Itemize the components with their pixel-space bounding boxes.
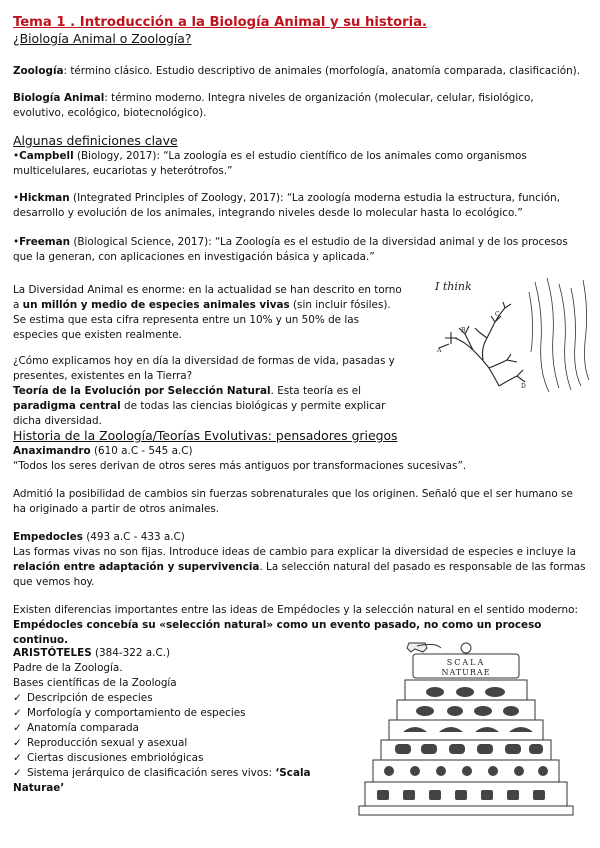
zoologia-text: : término clásico. Estudio descriptivo de animales (morfología, anatomía comparada, clasificación).: [63, 65, 581, 77]
aristoteles-dates: (384-322 a.C.): [91, 647, 171, 659]
scala-naturae-term: ‘Scala Naturae’: [13, 767, 311, 794]
campbell-definition: [13, 149, 588, 179]
empedocles-text-2: . La selección natural del pasado es responsable de las formas que vemos hoy.: [13, 561, 586, 588]
empedocles-header: [13, 530, 588, 545]
svg-text:B: B: [461, 327, 466, 334]
evolution-text-2: de todas las ciencias biológicas y permite explicar dicha diversidad.: [13, 400, 386, 427]
list-item-label: Reproducción sexual y asexual: [27, 737, 188, 749]
hickman-definition: [13, 191, 588, 221]
anaximandro-quote: “Todos los seres derivan de otros seres más antiguos por transformaciones sucesivas”.: [13, 460, 467, 472]
list-item-label: Sistema jerárquico de clasificación seres vivos:: [27, 767, 276, 779]
check-icon: ✓: [13, 752, 22, 764]
definitions-heading: Algunas definiciones clave: [13, 133, 178, 148]
list-item-label: Anatomía comparada: [27, 722, 139, 734]
difference-bold: Empédocles concebía su «selección natural» como un evento pasado, no como un proceso continuo.: [13, 619, 542, 646]
evolution-theory: Teoría de la Evolución por Selección Natural: [13, 385, 271, 397]
zoologia-term: Zoología: [13, 65, 64, 77]
diversity-text-2: (sin incluir fósiles). Se estima que esta cifra representa entre un 10% y un 50% de las especies que existen realmente.: [13, 299, 391, 341]
sketch-label: I think: [435, 280, 472, 293]
empedocles-name: Empedocles: [13, 531, 83, 543]
biologia-text: : término moderno. Integra niveles de organización (molecular, celular, fisiológico, evolutivo, ecológico, biotecnológico).: [13, 92, 534, 119]
empedocles-text-1: Las formas vivas no son fijas. Introduce ideas de cambio para explicar la diversidad de especies e incluye la: [13, 546, 577, 558]
check-icon: ✓: [13, 722, 22, 734]
scala-line-1: SCALA: [446, 658, 486, 667]
evolution-text-1: . Esta teoría es el: [270, 385, 361, 397]
empedocles-bold: relación entre adaptación y supervivencia: [13, 561, 260, 573]
anaximandro-paragraph: Admitió la posibilidad de cambios sin fuerzas sobrenaturales que los originen. Señaló que el ser humano se ha originado a partir de otros animales.: [13, 488, 573, 515]
empedocles-paragraph: [13, 545, 588, 590]
check-icon: ✓: [13, 737, 22, 749]
aristoteles-name: ARISTÓTELES: [13, 647, 92, 659]
check-icon: ✓: [13, 767, 22, 779]
scala-line-2: NATURAE: [441, 668, 491, 677]
check-icon: ✓: [13, 707, 22, 719]
svg-text:C: C: [495, 311, 500, 318]
difference-text: Existen diferencias importantes entre las ideas de Empédocles y la selección natural en el sentido moderno:: [13, 604, 578, 616]
zoologia-paragraph: [13, 64, 588, 79]
aristoteles-list: [13, 691, 343, 796]
anaximandro-dates: (610 a.C - 545 a.C): [90, 445, 193, 457]
aristoteles-line-1: Padre de la Zoología.: [13, 662, 123, 674]
list-item-label: Descripción de especies: [27, 692, 153, 704]
anaximandro-header: [13, 444, 588, 459]
darwin-tree-sketch: [425, 272, 595, 402]
bullet: •: [13, 192, 20, 204]
diversity-text-1: La Diversidad Animal es enorme: en la actualidad se han descrito en torno a: [13, 284, 402, 311]
anaximandro-name: Anaximandro: [13, 445, 91, 457]
diversity-paragraph: [13, 283, 405, 343]
list-item: [13, 706, 343, 721]
evolution-paragraph: [13, 354, 413, 429]
campbell-name: Campbell: [19, 150, 74, 162]
list-item: [13, 751, 343, 766]
freeman-definition: [13, 235, 588, 265]
biologia-paragraph: [13, 91, 588, 121]
hickman-text: (Integrated Principles of Zoology, 2017): “La zoología moderna estudia la estructura, función, desarrollo y evolución de los animales, integrando niveles desde lo molecular hasta lo ecológico.”: [13, 192, 560, 219]
list-item: [13, 721, 343, 736]
list-item-label: Morfología y comportamiento de especies: [27, 707, 246, 719]
svg-text:D: D: [521, 383, 526, 390]
aristoteles-section: [13, 646, 343, 796]
scala-naturae-illustration: [355, 640, 585, 818]
campbell-text: (Biology, 2017): “La zoología es el estudio científico de los animales como organismos multicelulares, eucariotas y heterótrofos.”: [13, 150, 527, 177]
freeman-name: Freeman: [19, 236, 71, 248]
page-title: Tema 1 . Introducción a la Biología Animal y su historia.: [13, 15, 428, 30]
bullet: •: [13, 150, 20, 162]
list-item: [13, 736, 343, 751]
bullet: •: [13, 236, 20, 248]
hickman-name: Hickman: [19, 192, 70, 204]
list-item-label: Ciertas discusiones embriológicas: [27, 752, 204, 764]
empedocles-dates: (493 a.C - 433 a.C): [82, 531, 185, 543]
evolution-question: ¿Cómo explicamos hoy en día la diversidad de formas de vida, pasadas y presentes, existentes en la Tierra?: [13, 355, 395, 382]
list-item: [13, 766, 343, 796]
biologia-term: Biología Animal: [13, 92, 105, 104]
aristoteles-line-2: Bases científicas de la Zoología: [13, 677, 177, 689]
list-item: [13, 691, 343, 706]
diversity-bold: un millón y medio de especies animales vivas: [22, 299, 290, 311]
freeman-text: (Biological Science, 2017): “La Zoología es el estudio de la diversidad animal y de los procesos que la generan, con aplicaciones en investigación básica y aplicada.”: [13, 236, 568, 263]
page-subtitle: ¿Biología Animal o Zoología?: [13, 31, 192, 46]
check-icon: ✓: [13, 692, 22, 704]
evolution-paradigm: paradigma central: [13, 400, 121, 412]
svg-text:A: A: [437, 347, 442, 354]
history-heading: Historia de la Zoología/Teorías Evolutivas: pensadores griegos: [13, 428, 398, 443]
